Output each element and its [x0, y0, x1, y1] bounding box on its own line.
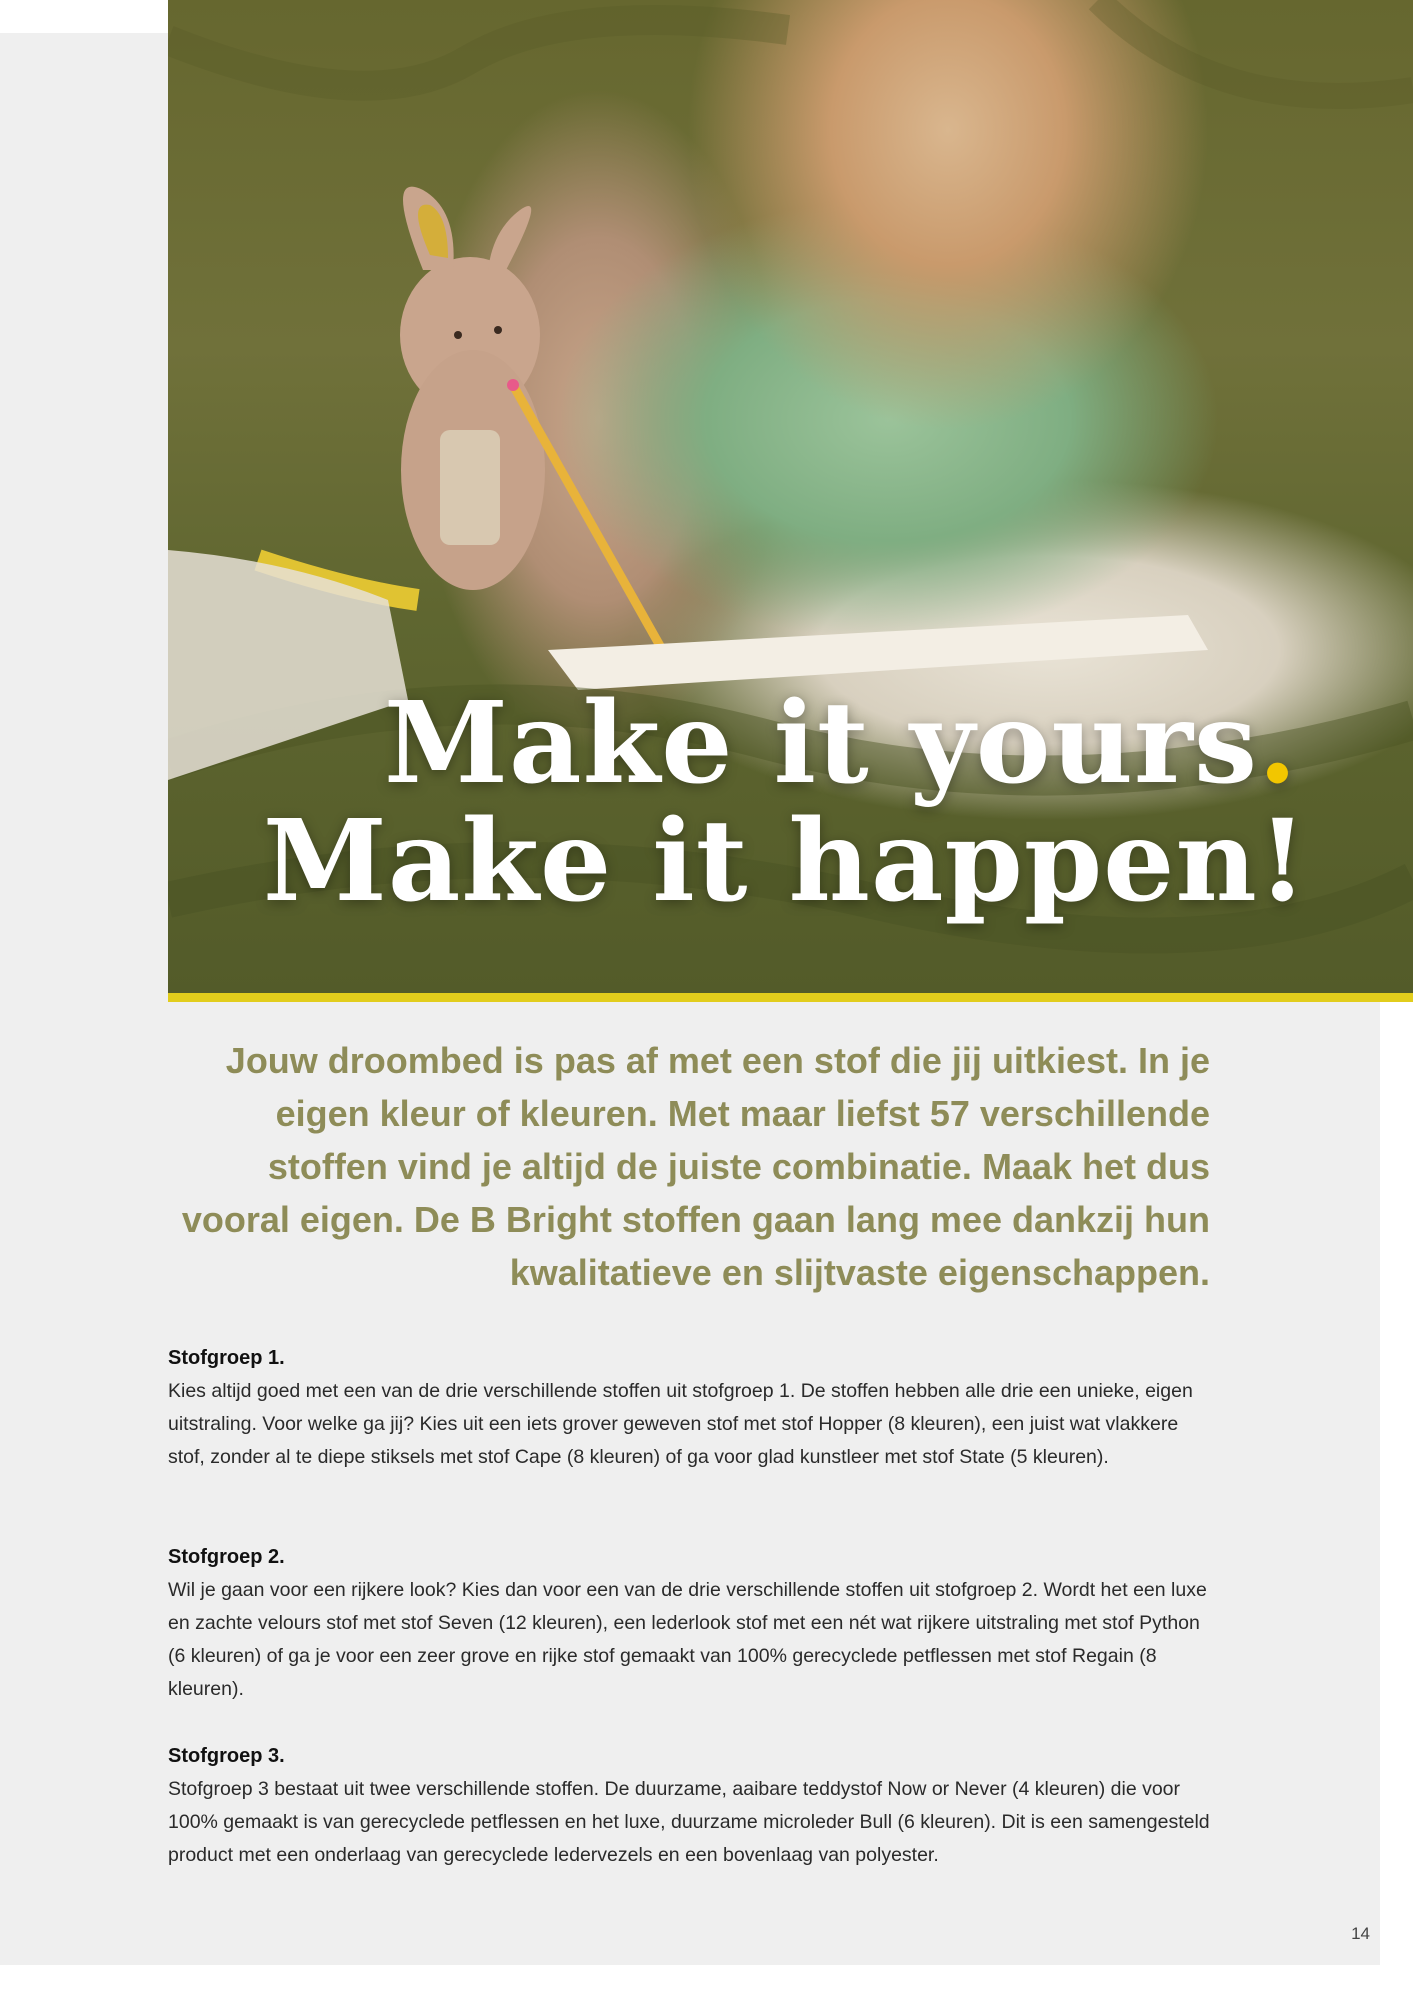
- fabric-group-2-heading: Stofgroep 2.: [168, 1546, 285, 1568]
- hero-title-line-1: [168, 678, 1298, 809]
- fabric-group-1-heading: Stofgroep 1.: [168, 1347, 285, 1369]
- fabric-group-3-heading: Stofgroep 3.: [168, 1745, 285, 1767]
- fabric-group-1-body: Kies altijd goed met een van de drie verschillende stoffen uit stofgroep 1. De stoffen hebben alle drie een unieke, eigen uitstraling. Voor welke ga jij? Kies uit een iets grover geweven stof met stof Hopper (8 kleuren), een juist wat vlakkere stof, zonder al te diepe stiksels met stof Cape (8 kleuren) of ga voor glad kunstleer met stof State (5 kleuren).: [168, 1380, 1193, 1468]
- page-number: 14: [1351, 1924, 1370, 1943]
- hero-image: [168, 0, 1413, 993]
- hero-title-line-2: Make it happen!: [262, 796, 1308, 927]
- hero-title-dot: .: [1258, 678, 1298, 809]
- fabric-group-3-body: Stofgroep 3 bestaat uit twee verschillende stoffen. De duurzame, aaibare teddystof Now or Never (4 kleuren) die voor 100% gemaakt is van gerecyclede petflessen en het luxe, duurzame microleder Bull (6 kleuren). Dit is een samengesteld product met een onderlaag van gerecyclede ledervezels en een bovenlaag van polyester.: [168, 1778, 1210, 1866]
- page-margin: [1380, 1006, 1413, 2000]
- fabric-group-2: [168, 1541, 1218, 1706]
- hero-title-line-1-text: Make it yours: [384, 678, 1258, 809]
- intro-paragraph: Jouw droombed is pas af met een stof die jij uitkiest. In je eigen kleur of kleuren. Met maar liefst 57 verschillende stoffen vind je altijd de juiste combinatie. Maak het dus vooral eigen. De B Bright stoffen gaan lang mee dankzij hun kwalitatieve en slijtvaste eigenschappen.: [181, 1040, 1210, 1293]
- fabric-group-3: [168, 1740, 1218, 1872]
- accent-divider: [168, 993, 1413, 1002]
- fabric-group-2-body: Wil je gaan voor een rijkere look? Kies dan voor een van de drie verschillende stoffen uit stofgroep 2. Wordt het een luxe en zachte velours stof met stof Seven (12 kleuren), een lederlook stof met een nét wat rijkere uitstraling met stof Python (6 kleuren) of ga je voor een zeer grove en rijke stof gemaakt van 100% gerecyclede petflessen met stof Regain (8 kleuren).: [168, 1579, 1207, 1700]
- fabric-group-1: [168, 1342, 1218, 1474]
